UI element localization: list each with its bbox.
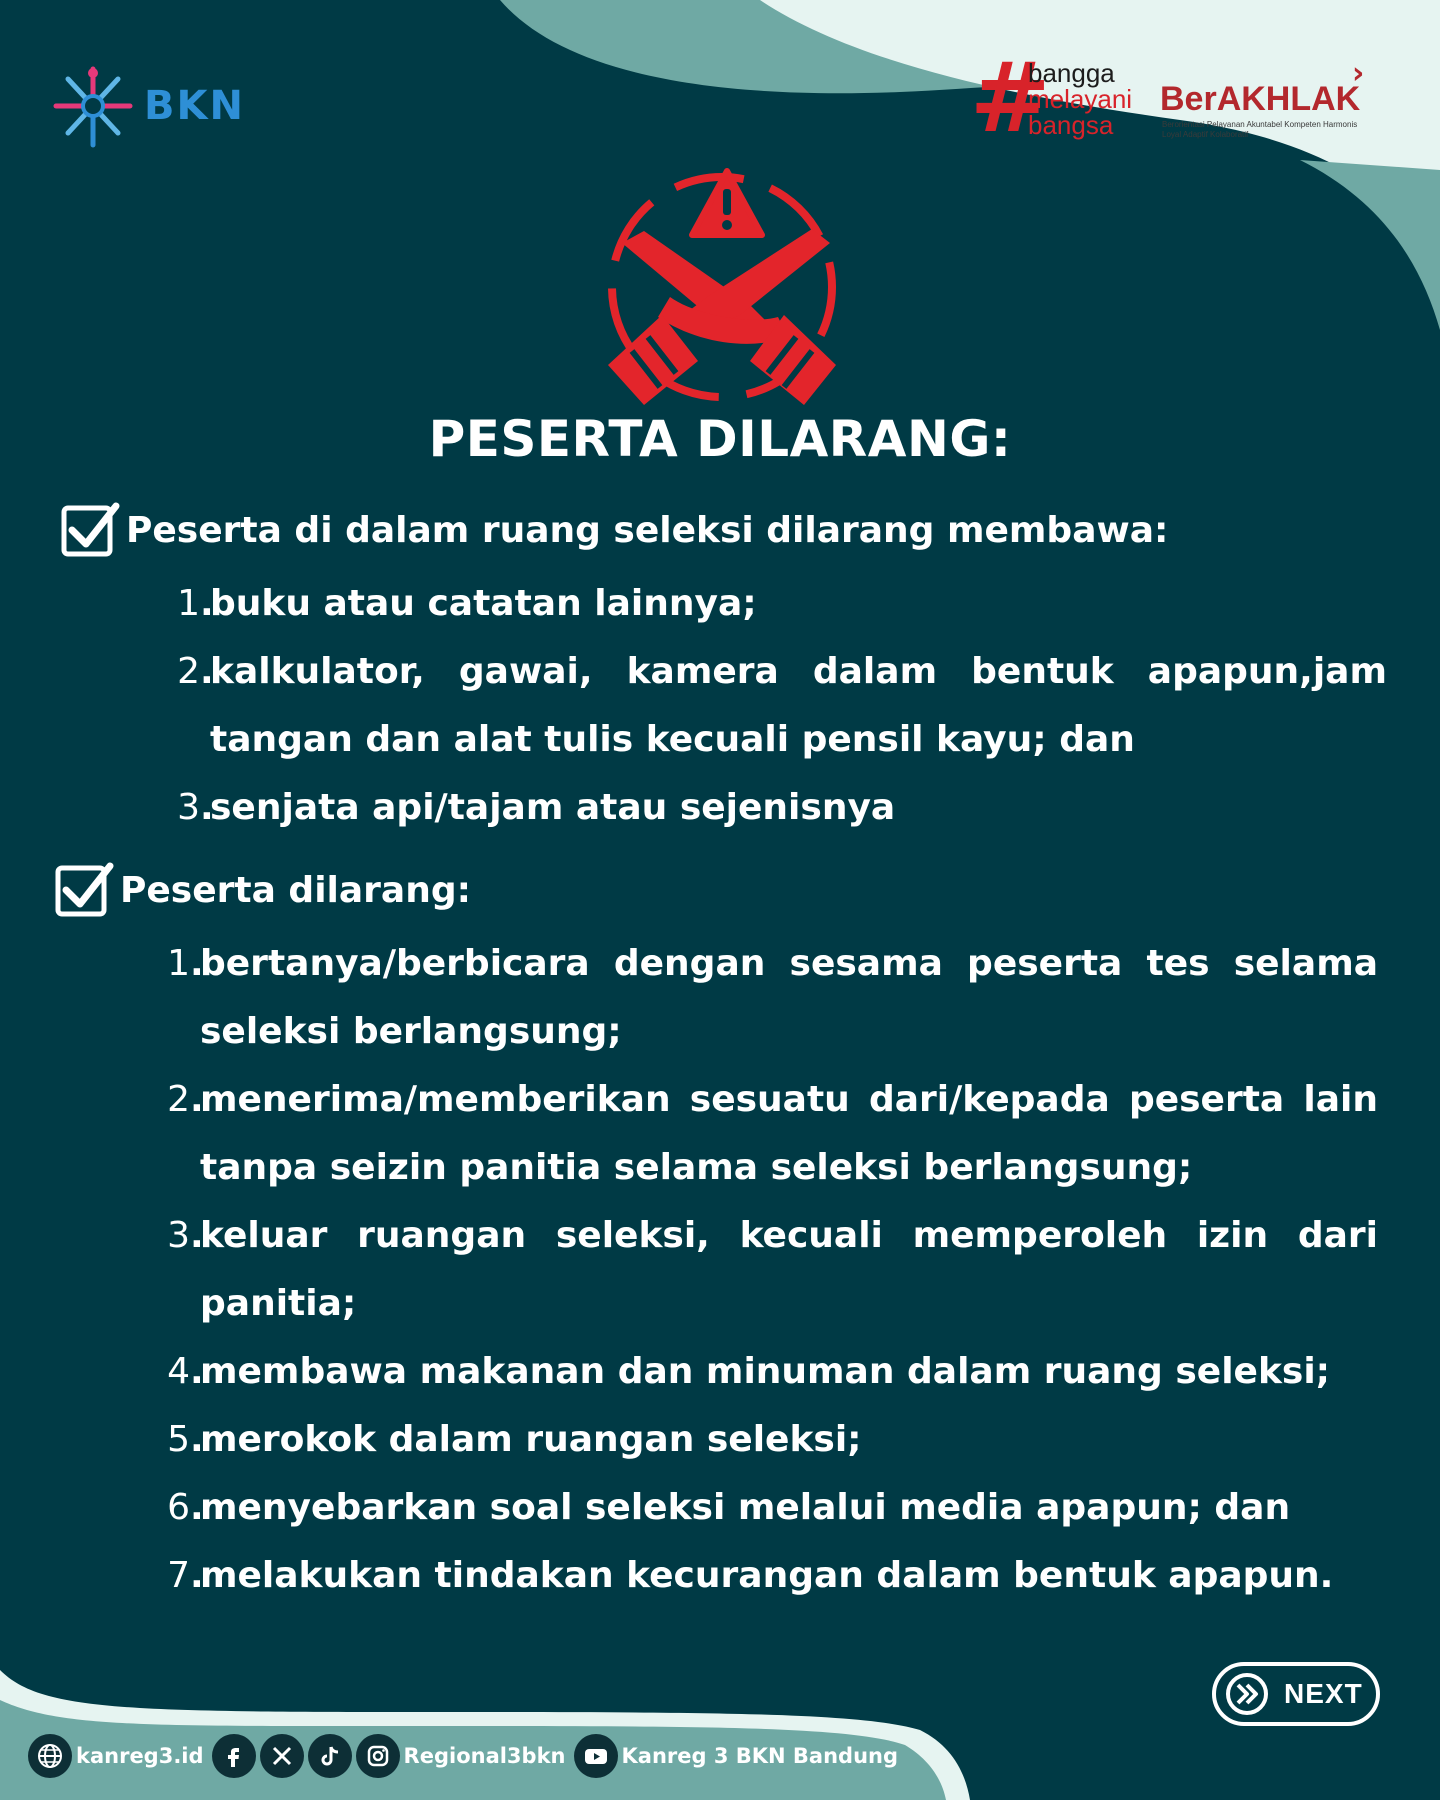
item-number: 4 (167, 1351, 190, 1392)
list-item: 3 . keluar ruangan seleksi, kecuali memperoleh izin dari panitia; (152, 1202, 1378, 1338)
x-icon[interactable] (260, 1734, 304, 1778)
globe-icon[interactable] (28, 1734, 72, 1778)
campaign-words (1028, 60, 1132, 138)
website-link[interactable]: kanreg3.id (76, 1744, 204, 1768)
campaign-tagline: Berorientasi Pelayanan Akuntabel Kompeten Harmonis Loyal Adaptif Kolaboratif (1162, 120, 1358, 139)
item-number: 2 (167, 1079, 190, 1120)
item-text: kalkulator, gawai, kamera dalam bentuk apapun,jam tangan dan alat tulis kecuali pensil kayu; dan (210, 651, 1387, 760)
section-prohibited-actions (54, 860, 1384, 1610)
footer-social-bar (28, 1730, 906, 1782)
bkn-wordmark: BKN (144, 83, 245, 129)
bkn-emblem-icon (50, 61, 136, 151)
item-number: 1 (167, 943, 190, 984)
campaign-hash: # (970, 42, 1051, 154)
section-heading-text: Peserta di dalam ruang seleksi dilarang membawa: (126, 509, 1169, 551)
prohibited-hands-icon (600, 165, 845, 410)
item-number: 7 (167, 1555, 190, 1596)
section-heading (60, 500, 1390, 560)
item-number: 2 (177, 651, 200, 692)
list-item: 7 . melakukan tindakan kecurangan dalam bentuk apapun. (152, 1542, 1378, 1610)
list-item: 2 . menerima/memberikan sesuatu dari/kepada peserta lain tanpa seizin panitia selama seleksi berlangsung; (152, 1066, 1378, 1202)
prohibited-actions-list (152, 930, 1378, 1610)
checkbox-icon (54, 860, 114, 920)
item-text: membawa makanan dan minuman dalam ruang seleksi; (200, 1351, 1331, 1392)
item-number: 5 (167, 1419, 190, 1460)
checkbox-icon (60, 500, 120, 560)
social-handle[interactable]: Regional3bkn (403, 1744, 566, 1768)
section-heading (54, 860, 1384, 920)
list-item: 1 . bertanya/berbicara dengan sesama peserta tes selama seleksi berlangsung; (152, 930, 1378, 1066)
item-text: keluar ruangan seleksi, kecuali memperoleh izin dari panitia; (200, 1215, 1378, 1324)
bkn-logo (50, 56, 290, 156)
list-item: 2 . kalkulator, gawai, kamera dalam bentuk apapun,jam tangan dan alat tulis kecuali pensil kayu; dan (162, 638, 1387, 774)
campaign-line2: melayani (1028, 84, 1133, 114)
item-text: menyebarkan soal seleksi melalui media apapun; dan (200, 1487, 1291, 1528)
campaign-logo (970, 42, 1380, 156)
list-item: 5 . merokok dalam ruangan seleksi; (152, 1406, 1378, 1474)
list-item: 1 . buku atau catatan lainnya; (162, 570, 1387, 638)
list-item: 6 . menyebarkan soal seleksi melalui media apapun; dan (152, 1474, 1378, 1542)
item-number: 6 (167, 1487, 190, 1528)
list-item: 3 . senjata api/tajam atau sejenisnya (162, 774, 1387, 842)
item-number: 1 (177, 583, 200, 624)
list-item: 4 . membawa makanan dan minuman dalam ruang seleksi; (152, 1338, 1378, 1406)
item-text: menerima/memberikan sesuatu dari/kepada peserta lain tanpa seizin panitia selama seleksi berlangsung; (200, 1079, 1378, 1188)
item-text: bertanya/berbicara dengan sesama peserta tes selama seleksi berlangsung; (200, 943, 1378, 1052)
campaign-line3: bangsa (1028, 110, 1114, 140)
item-number: 3 (177, 787, 200, 828)
campaign-line1: bangga (1028, 58, 1115, 88)
next-button[interactable] (1212, 1662, 1380, 1726)
item-number: 3 (167, 1215, 190, 1256)
item-text: merokok dalam ruangan seleksi; (200, 1419, 862, 1460)
page-title: PESERTA DILARANG: (428, 410, 1012, 468)
youtube-icon[interactable] (574, 1734, 618, 1778)
campaign-chevron-icon: › (1352, 56, 1365, 91)
section-prohibited-items (60, 500, 1390, 842)
facebook-icon[interactable] (212, 1734, 256, 1778)
prohibited-items-list (162, 570, 1387, 842)
tiktok-icon[interactable] (308, 1734, 352, 1778)
next-label: NEXT (1284, 1678, 1363, 1709)
next-arrows-icon (1224, 1671, 1270, 1717)
item-text: senjata api/tajam atau sejenisnya (210, 787, 896, 828)
campaign-brand: BerAKHLAK (1160, 80, 1361, 118)
item-text: buku atau catatan lainnya; (210, 583, 757, 624)
youtube-channel[interactable]: Kanreg 3 BKN Bandung (621, 1744, 899, 1768)
section-heading-text: Peserta dilarang: (120, 869, 472, 911)
instagram-icon[interactable] (356, 1734, 400, 1778)
item-text: melakukan tindakan kecurangan dalam bentuk apapun. (200, 1555, 1334, 1596)
